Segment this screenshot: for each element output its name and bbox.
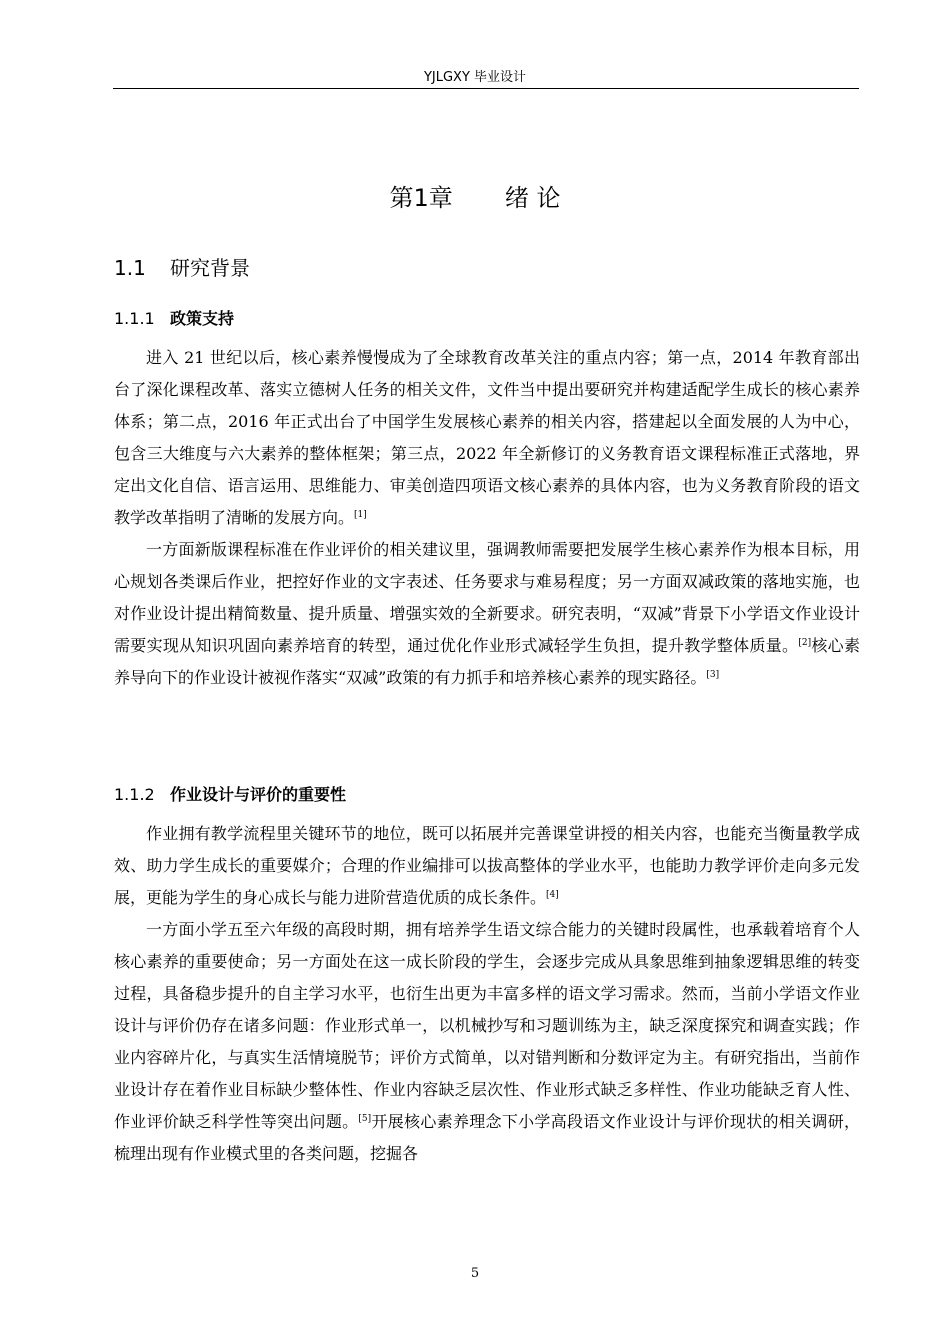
section-number: 1.1: [114, 256, 146, 280]
subsection-heading-1-1-2: [114, 782, 346, 805]
paragraph: 作业拥有教学流程里关键环节的地位，既可以拓展并完善课堂讲授的相关内容，也能充当衡量教学成效、助力学生成长的重要媒介；合理的作业编排可以拔高整体的学业水平，也能助力教学评价走向多元发展，更能为学生的身心成长与能力进阶营造优质的成长条件。[4]: [114, 824, 860, 907]
subsection-title: 作业设计与评价的重要性: [170, 785, 347, 804]
paragraph: 一方面新版课程标准在作业评价的相关建议里，强调教师需要把发展学生核心素养作为根本目标，用心规划各类课后作业，把控好作业的文字表述、任务要求与难易程度；另一方面双减政策的落地实施，也对作业设计提出精简数量、提升质量、增强实效的全新要求。研究表明，“双减”背景下小学语文作业设计需要实现从知识巩固向素养培育的转型，通过优化作业形式减轻学生负担，提升教学整体质量。[2]核心素养导向下的作业设计被视作落实“双减”政策的有力抓手和培养核心素养的现实路径。[3]: [114, 540, 860, 687]
page-header: YJLGXY 毕业设计: [423, 70, 527, 85]
paragraph: 进入 21 世纪以后，核心素养慢慢成为了全球教育改革关注的重点内容；第一点，2014 年教育部出台了深化课程改革、落实立德树人任务的相关文件，文件当中提出要研究并构建适配学生成长的核心素养体系；第二点，2016 年正式出台了中国学生发展核心素养的相关内容，搭建起以全面发展的人为中心，包含三大维度与六大素养的整体框架；第三点，2022 年全新修订的义务教育语文课程标准正式落地，界定出文化自信、语言运用、思维能力、审美创造四项语文核心素养的具体内容，也为义务教育阶段的语文教学改革指明了清晰的发展方向。[1]: [114, 348, 860, 527]
chapter-title: 绪 论: [504, 184, 561, 212]
header-divider: [113, 88, 859, 89]
subsection-title: 政策支持: [170, 309, 235, 328]
subsection-heading-1-1-1: [114, 306, 234, 329]
citation: [3]: [706, 670, 720, 680]
citation: [5]: [358, 1114, 372, 1124]
citation: [1]: [354, 510, 367, 520]
chapter-number: 第1章: [389, 184, 453, 212]
page-number: 5: [470, 1266, 480, 1281]
policy-support-body: [114, 342, 860, 694]
section-heading-1-1: [114, 252, 250, 281]
paragraph: 一方面小学五至六年级的高段时期，拥有培养学生语文综合能力的关键时段属性，也承载着培育个人核心素养的重要使命；另一方面处在这一成长阶段的学生，会逐步完成从具象思维到抽象逻辑思维的转变过程，具备稳步提升的自主学习水平，也衍生出更为丰富多样的语文学习需求。然而，当前小学语文作业设计与评价仍存在诸多问题：作业形式单一，以机械抄写和习题训练为主，缺乏深度探究和调查实践；作业内容碎片化，与真实生活情境脱节；评价方式简单，以对错判断和分数评定为主。有研究指出，当前作业设计存在着作业目标缺少整体性、作业内容缺乏层次性、作业形式缺乏多样性、作业功能缺乏育人性、作业评价缺乏科学性等突出问题。[5]开展核心素养理念下小学高段语文作业设计与评价现状的相关调研，梳理出现有作业模式里的各类问题，挖掘各: [114, 920, 860, 1163]
citation: [2]: [798, 638, 812, 648]
subsection-number: 1.1.1: [114, 309, 155, 328]
chapter-heading: [0, 178, 950, 213]
section-title: 研究背景: [170, 256, 250, 280]
citation: [4]: [546, 890, 559, 900]
subsection-number: 1.1.2: [114, 785, 155, 804]
importance-body: [114, 818, 860, 1170]
